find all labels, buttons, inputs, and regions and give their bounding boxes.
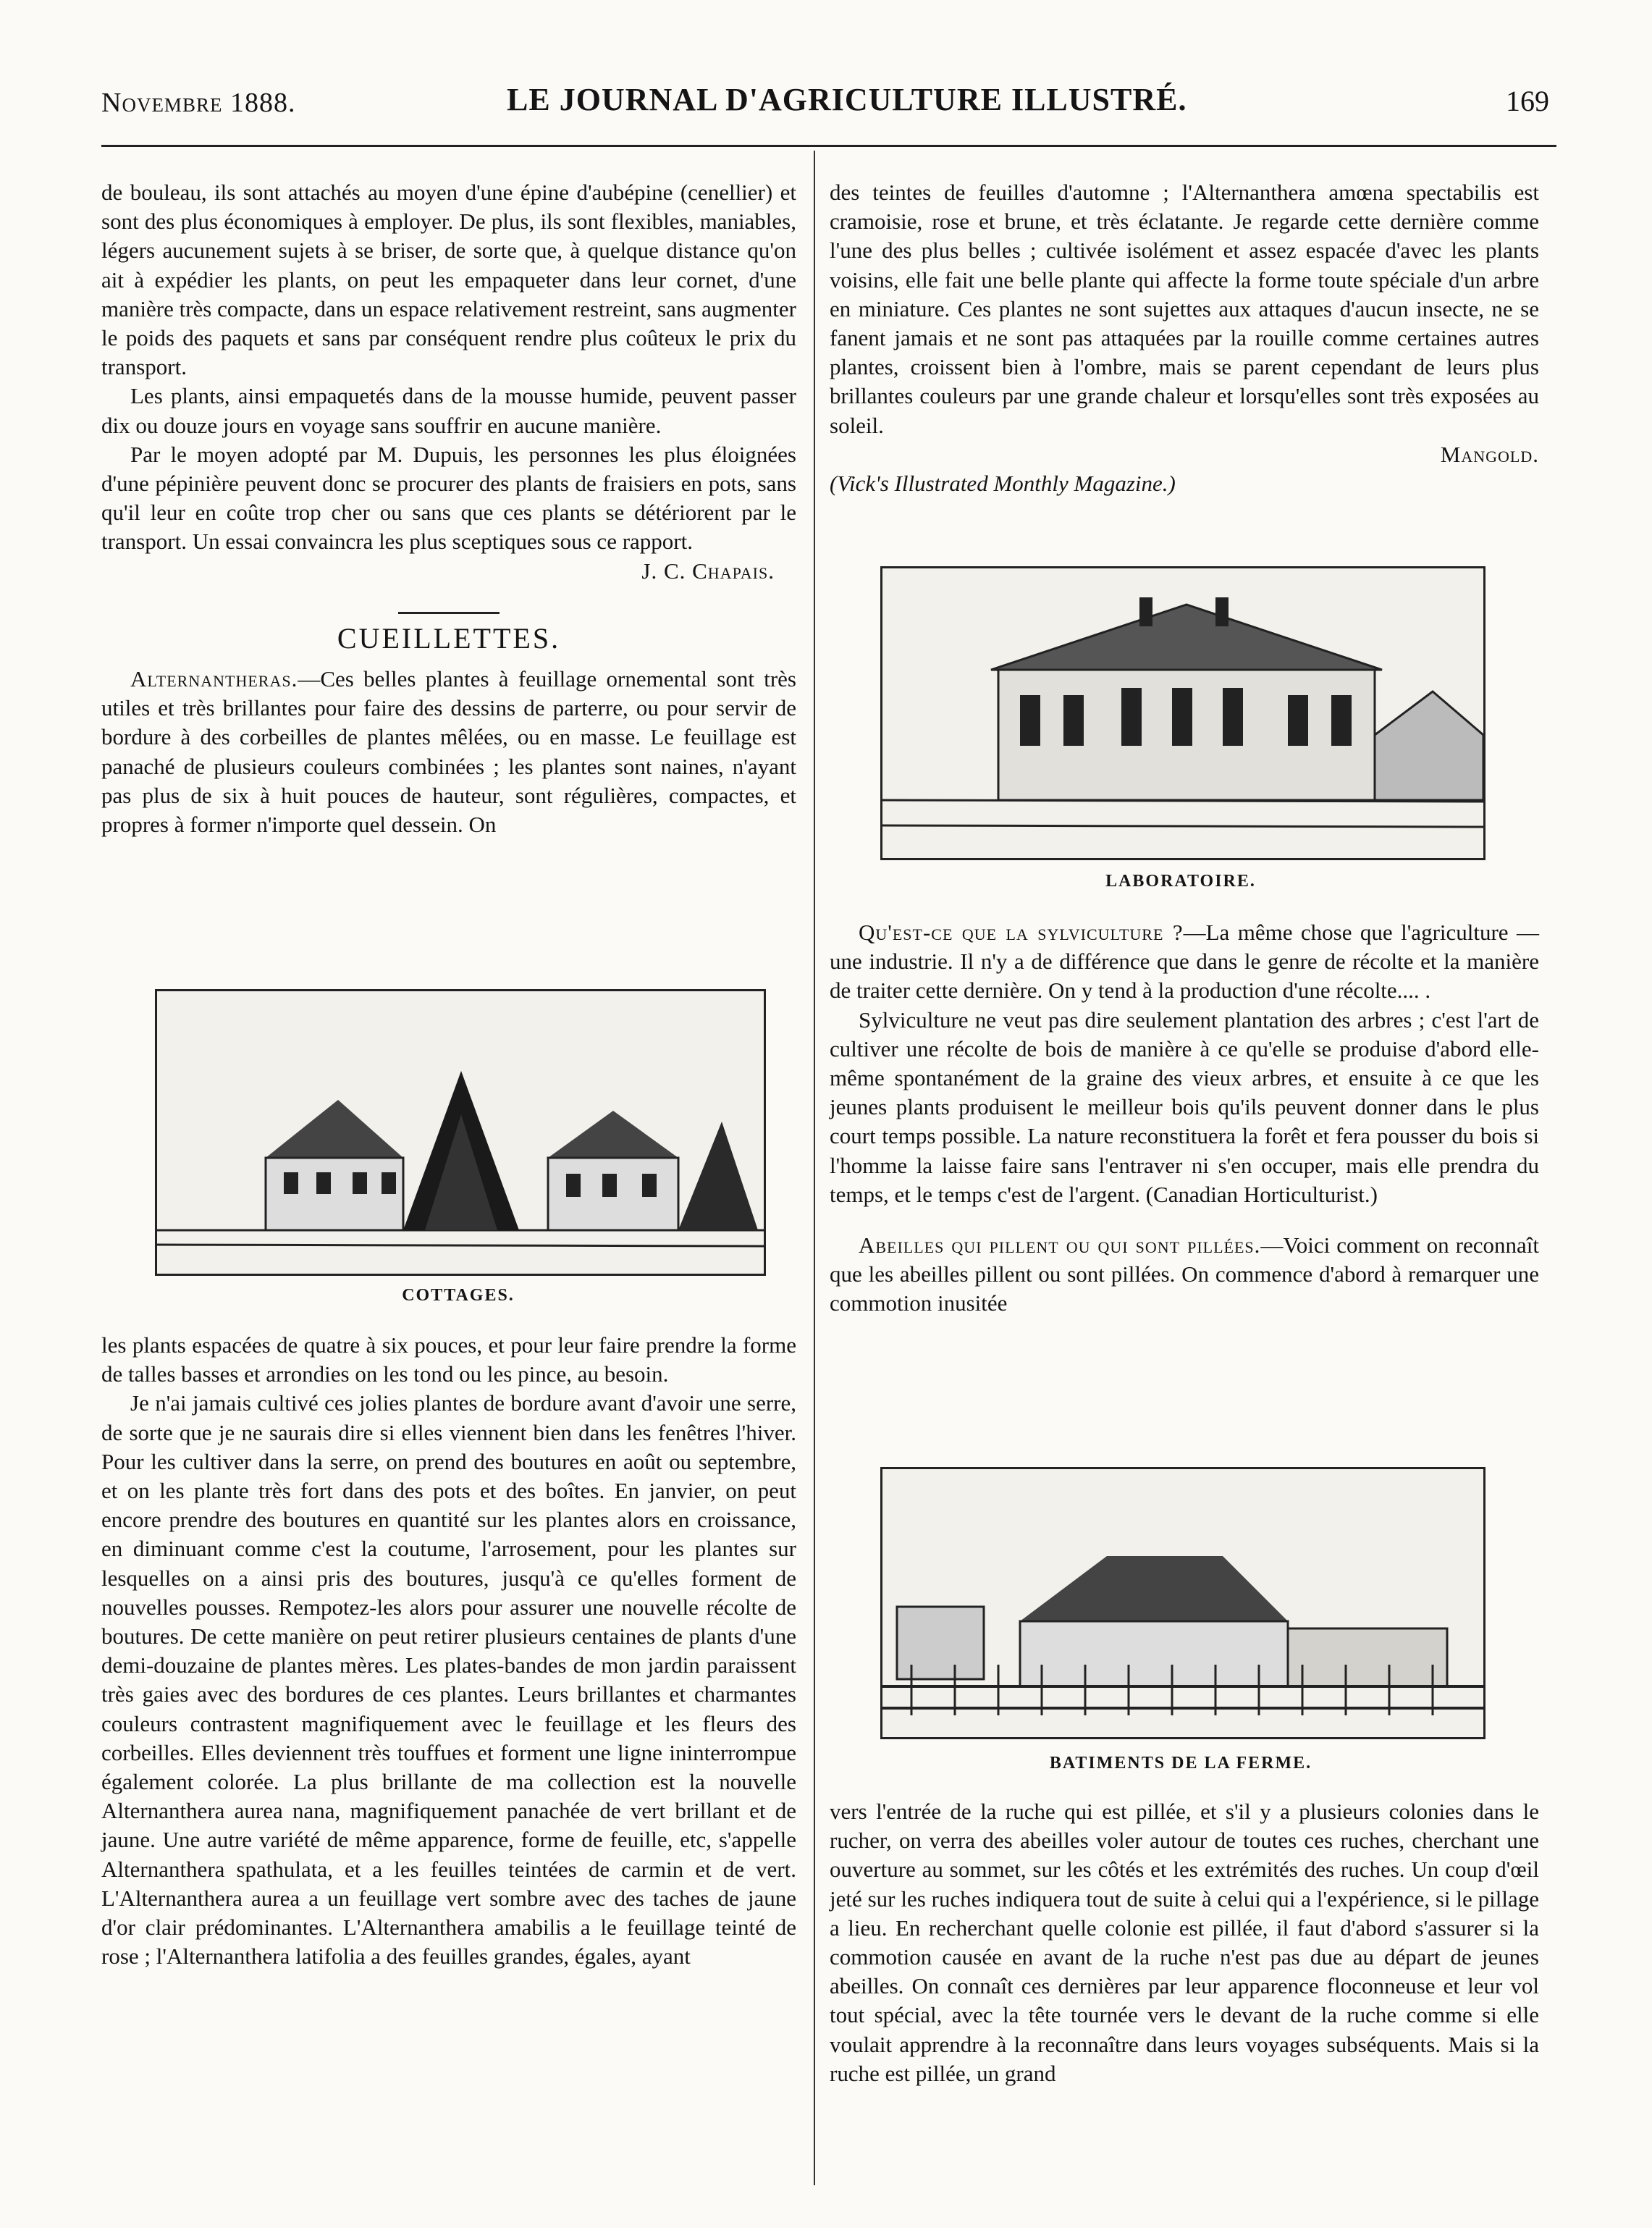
source-citation: (Vick's Illustrated Monthly Magazine.) (830, 471, 1176, 497)
paragraph: Les plants, ainsi empaquetés dans de la mousse humide, peuvent passer dix ou douze jours en voyage sans souffrir en aucune manière. (101, 383, 796, 438)
article-lead: Qu'est-ce que la sylviculture ? (859, 920, 1184, 945)
section-rule (398, 612, 500, 614)
right-column-bottom (830, 1797, 1539, 2088)
page-header (101, 81, 1549, 125)
left-column-top (101, 178, 796, 839)
header-rule (101, 145, 1556, 147)
paragraph: Je n'ai jamais cultivé ces jolies plantes de bordure avant d'avoir une serre, de sorte que je ne saurais dire si elles viennent bien dans les fenêtres l'hiver. Pour les cultiver dans la serre, on prend des boutures en août ou septembre, et on les plante très fort dans des pots et des boîtes. En janvier, on peut encore prendre des boutures en quantité sur les plantes alors en croissance, en diminuant comme c'est la coutume, l'arrosement, pour les plantes sur lesquelles on a ainsi pris des boutures, jusqu'à ce qu'elles forment de nouvelles pousses. Rempotez-les alors pour assurer une nouvelle récolte de boutures. De cette manière on peut retirer plusieurs centaines de plants d'une demi-douzaine de plantes mères. Les plates-bandes de mon jardin paraissent très gaies avec des bordures de ces plantes. Leurs brillantes et charmantes couleurs contrastent magnifiquement avec le feuillage et les fleurs des corbeilles. Elles deviennent très touffues et forment une ligne ininterrompue également colorée. La plus brillante de ma collection est la nouvelle Alternanthera aurea nana, magnifiquement panachée de vert brillant et de jaune. Une autre variété de même apparence, forme de feuille, etc, s'appelle Alternanthera spathulata, et a les feuilles teintées de carmin et de vert. L'Alternanthera aurea a un feuillage vert sombre avec des taches de jaune d'or clair prédominantes. L'Alternanthera amabilis a le feuillage teinté de rose ; l'Alternanthera latifolia a des feuilles grandes, égales, ayant (101, 1390, 796, 1970)
figure-caption: BATIMENTS DE LA FERME. (1049, 1754, 1312, 1773)
article-lead: Alternantheras. (130, 666, 298, 692)
laboratory-illustration (880, 566, 1485, 860)
figure-caption: LABORATOIRE. (1105, 872, 1256, 891)
journal-title: LE JOURNAL D'AGRICULTURE ILLUSTRÉ. (507, 82, 1187, 117)
section-title: CUEILLETTES. (337, 621, 561, 655)
author-signature: J. C. Chapais. (641, 558, 775, 584)
right-column-top (830, 178, 1539, 498)
paragraph: vers l'entrée de la ruche qui est pillée, et s'il y a plusieurs colonies dans le rucher, on verra des abeilles voler autour de toutes ces ruches, cherchant une ouverture au sommet, sur les côtés et les extrémités des ruches. Un coup d'œil jeté sur les ruches indiquera tout de suite à celui qui a l'expérience, si le pillage a lieu. En recherchant quelle colonie est pillée, il faut d'abord s'assurer si la commotion causée en avant de la ruche n'est pas due au départ de jeunes abeilles. On connaît ces dernières par leur apparence floconneuse et leur vol tout spécial, avec la tête tournée vers le devant de la ruche comme si elle voulait apprendre à la reconnaître dans leurs voyages subséquents. Mais si la ruche est pillée, un grand (830, 1799, 1539, 2086)
farm-buildings-illustration (880, 1467, 1485, 1739)
page-number: 169 (1506, 85, 1549, 117)
paragraph: —Ces belles plantes à feuillage ornemental sont très utiles et très brillantes pour faire des dessins de parterre, ou pour servir de bordure à des corbeilles de plantes mêlées, ou en masse. Le feuillage est panaché de plusieurs couleurs combinées ; les plantes sont naines, n'ayant pas plus de six à huit pouces de hauteur, sont régulières, compactes, et propres à former n'importe quel dessein. On (101, 666, 796, 838)
right-column-middle (830, 918, 1539, 1319)
cottages-illustration (155, 989, 766, 1276)
left-column-bottom (101, 1331, 796, 1971)
paragraph: —La même chose que l'agriculture — une industrie. Il n'y a de différence que dans le genre de récolte et la manière de traiter cette dernière. On y tend à la production d'une récolte.... . (830, 920, 1539, 1004)
author-signature: Mangold. (1440, 441, 1539, 467)
issue-date: Novembre 1888. (101, 88, 296, 118)
figure-caption: COTTAGES. (402, 1286, 515, 1305)
paragraph: —Voici comment on reconnaît que les abeilles pillent ou sont pillées. On commence d'abord à remarquer une commotion inusitée (830, 1232, 1540, 1316)
paragraph: les plants espacées de quatre à six pouces, et pour leur faire prendre la forme de talles basses et arrondies on les tond ou les pince, au besoin. (101, 1332, 796, 1387)
article-lead: Abeilles qui pillent ou qui sont pillées. (859, 1232, 1261, 1258)
column-divider (814, 151, 815, 2185)
paragraph: de bouleau, ils sont attachés au moyen d'une épine d'aubépine (cenellier) et sont des plus économiques à employer. De plus, ils sont flexibles, maniables, légers aucunement sujets à se briser, de sorte que, à quelque distance qu'on ait à expédier les plants, on peut les empaqueter dans leur cornet, d'une manière très compacte, dans un espace relativement restreint, sans augmenter le poids des paquets et sans par conséquent rendre plus coûteux le prix du transport. (101, 180, 796, 380)
paragraph: Sylviculture ne veut pas dire seulement plantation des arbres ; c'est l'art de cultiver une récolte de bois de manière à ce qu'elle se produise d'abord elle-même spontanément de la graine des vieux arbres, et ensuite à ce que les jeunes plants produisent le meilleur bois qu'ils peuvent donner dans le plus court temps possible. La nature reconstituera la forêt et fera pousser du bois si l'homme la laisse faire sans l'entraver ni s'en occuper, mais elle prendra du temps, et le temps c'est de l'argent. (Canadian Horticulturist.) (830, 1006, 1539, 1207)
paragraph: des teintes de feuilles d'automne ; l'Alternanthera amœna spectabilis est cramoisie, rose et brune, et très éclatante. Je regarde cette dernière comme l'une des plus belles ; cultivée isolément et assez espacée d'avec les plants voisins, elle fait une belle plante qui affecte la forme toute spéciale d'un arbre en miniature. Ces plantes ne sont sujettes aux attaques d'aucun insecte, ne se fanent jamais et ne sont pas attaquées par la rouille comme certaines autres plantes, croissent bien à l'ombre, mais se parent cependant de leurs plus brillantes couleurs par une grande chaleur et lorsqu'elles sont très exposées au soleil. (830, 180, 1539, 438)
paragraph: Par le moyen adopté par M. Dupuis, les personnes les plus éloignées d'une pépinière peuvent donc se procurer des plants de fraisiers en pots, sans qu'il leur en coûte trop cher ou sans que ces plants se détériorent par le transport. Un essai convaincra les plus sceptiques sous ce rapport. (101, 441, 796, 555)
